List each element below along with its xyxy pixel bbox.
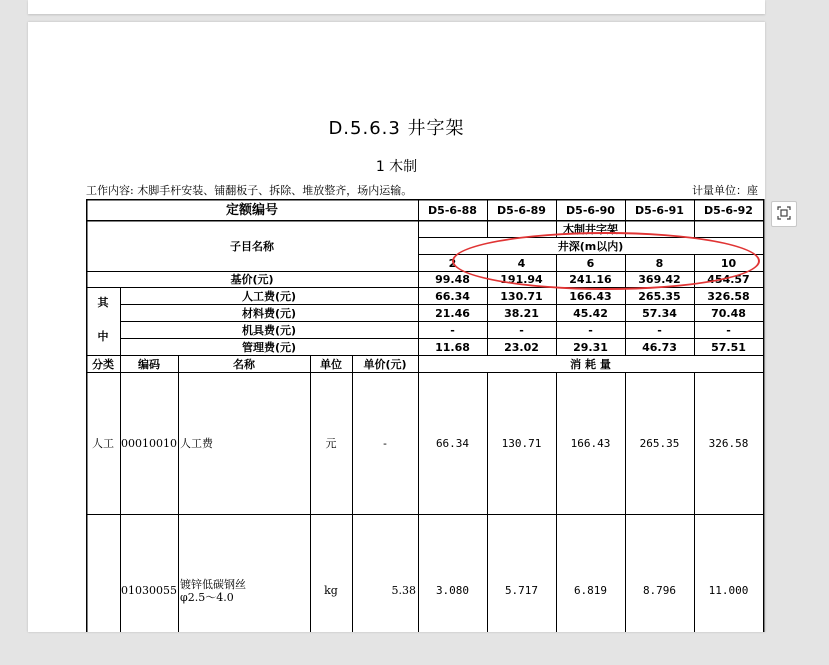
detail-category: 人工 [92,437,114,450]
item-type: 木制井字架 [563,222,618,236]
document-page [28,22,765,632]
sub-row-cell: 130.71 [500,289,543,303]
code-cell: D5-6-88 [428,203,477,217]
base-price-cell: 369.42 [638,273,681,286]
of-which-label: 中 [97,329,109,343]
detail-value: 6.819 [573,583,608,597]
sub-row-cell: - [726,323,731,337]
detail-value: 66.34 [435,437,470,450]
header-unit-price: 单价(元) [363,357,407,371]
header-category: 分类 [92,357,114,371]
detail-value: 265.35 [639,437,680,450]
code-cell: D5-6-91 [635,203,684,217]
detail-name [178,577,310,605]
of-which-label: 其 [97,295,109,309]
header-code: 编码 [138,357,160,371]
sub-row-cell: 265.35 [638,289,681,303]
sub-row-label: 材料费(元) [241,306,297,320]
base-price-label: 基价(元) [230,273,274,286]
sub-row-cell: 66.34 [435,289,470,303]
sub-row-cell: 166.43 [569,289,612,303]
detail-value: 5.717 [504,583,539,597]
base-price-cell: 191.94 [500,273,543,286]
detail-unit: 元 [325,437,337,450]
code-label: 定额编号 [225,202,278,218]
measurement-unit: 计量单位：座 [692,184,758,197]
depth-label: 井深(m以内) [557,239,624,253]
sub-row-cell: 11.68 [435,340,470,354]
sub-row-cell: - [450,323,455,337]
detail-code: 00010010 [121,437,177,450]
header-unit: 单位 [320,357,342,371]
sub-row-label: 机具费(元) [241,323,297,337]
sub-row-cell: - [588,323,593,337]
fit-page-icon [777,205,791,224]
sub-row-label: 管理费(元) [241,340,297,354]
detail-code: 01030055 [121,583,177,597]
header-consumption: 消 耗 量 [570,357,611,371]
sub-row-label: 人工费(元) [241,289,297,303]
sub-row-cell: 21.46 [435,306,470,320]
detail-value: 166.43 [570,437,611,450]
sub-row-cell: 57.51 [711,340,746,354]
sub-row-cell: 29.31 [573,340,608,354]
sub-row-cell: 70.48 [711,306,746,320]
detail-unit: kg [324,583,338,597]
code-cell: D5-6-92 [704,203,753,217]
detail-unit-price: - [383,437,387,450]
depth-cell: 8 [655,256,664,270]
depth-cell: 2 [448,256,457,270]
depth-cell: 4 [517,256,526,270]
detail-value: 3.080 [435,583,470,597]
base-price-cell: 454.57 [707,273,750,286]
base-price-cell: 99.48 [435,273,470,286]
sub-row-cell: - [657,323,662,337]
detail-name-line: φ2.5～4.0 [180,591,234,604]
sub-row-cell: 45.42 [573,306,608,320]
detail-category [86,515,120,639]
sub-row-cell: 326.58 [707,289,750,303]
sub-row-cell: - [519,323,524,337]
detail-value: 11.000 [708,583,749,597]
sub-row-cell: 57.34 [642,306,677,320]
fit-page-button[interactable] [771,201,797,227]
detail-value: 8.796 [642,583,677,597]
code-cell: D5-6-89 [497,203,546,217]
detail-value: 326.58 [708,437,749,450]
work-content: 工作内容: 木脚手杆安装、铺翻板子、拆除、堆放整齐，场内运输。 [86,184,413,197]
depth-cell: 6 [586,256,595,270]
sub-row-cell: 46.73 [642,340,677,354]
page-title: D.5.6.3 井字架 [328,118,465,139]
depth-cell: 10 [720,256,737,270]
page-subtitle: 1 木制 [375,159,418,175]
detail-name-line: 镀锌低碳钢丝 [180,578,246,591]
code-cell: D5-6-90 [566,203,615,217]
detail-name: 人工费 [180,437,213,450]
previous-page [28,0,765,14]
item-name-label: 子目名称 [230,239,274,253]
detail-unit-price: 5.38 [391,583,416,597]
sub-row-cell: 23.02 [504,340,539,354]
sub-row-cell: 38.21 [504,306,539,320]
detail-value: 130.71 [501,437,542,450]
base-price-cell: 241.16 [569,273,612,286]
header-name: 名称 [233,357,255,371]
